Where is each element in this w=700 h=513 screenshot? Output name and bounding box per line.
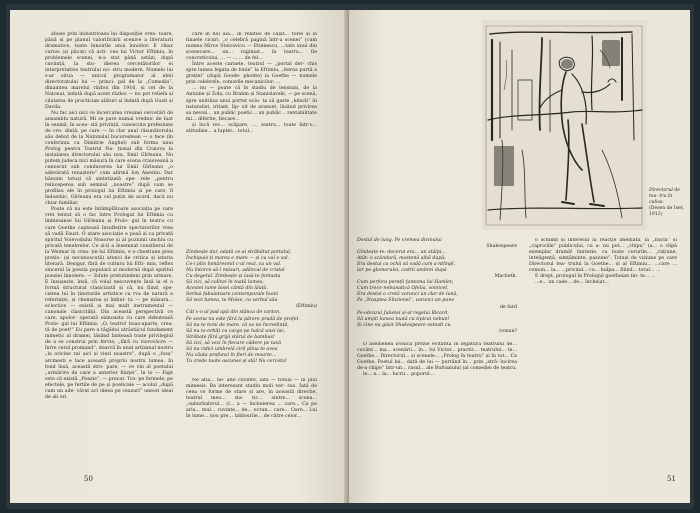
verse-line: Să zici, să colinzi în toată lumea, — [186, 280, 264, 286]
verse-line: Pe „Noaptea Sînzienei”, varunci un pune — [357, 298, 455, 304]
verse-line: Să zici, să vezi în fiecare cădere pe tavă — [186, 340, 282, 346]
verse-line: Să vezi lumea, te Moise, cu verbul său — [186, 298, 278, 304]
paragraph: Ne află... ne- alte cuvinte, iată — totuși — în pliu mimesis. Ba interesant stadiu moli ver- sus. Iată de ceea ce forme de stare și are, în această direcție, teatrul meu... sta- tic... sintre... scena... „suburbalorul... (l... a — încheierea ... care... Ca pe aria... mul... cuvinte... de... ecran... care... Oare... Lui în lume... nou pre... tablourile... de către celor... — [186, 378, 317, 420]
verse-line: Să nu te temi de mare, că va ne încredință, — [186, 322, 289, 328]
verse-line: Cât v-o al pad apă din stânca de carton, — [186, 310, 281, 316]
paragraph: abuse prin industrioasa lui dispoziție crea- toare, până și pe planul valorificării scenice a literaturii dramatice, toate înnoirile unui înnoitor. E chiar curios (și păcat) că acti- vea lui Victor Eftimiu, în problemele scenei, n-a stat până astăzi, după cuviință, la stu- dierea cercetătorilor ei interpretative teatrului no- stru modern. Numele lui s-ar situa — unicul programator al ideii directoratului lui — princi- pal de la „Comedia”, dinaintea marelui război din 1916, și cel de la Națonal, indată după acest război — nu pot reliefa și căutatea de practician alături și îndată după Gusti și Davila. — [45, 32, 173, 110]
left-column-1 — [45, 32, 173, 401]
paragraph: ...e... un cade... de... încheiat... — [535, 280, 609, 286]
verse-line-right: Shakespeare — [486, 244, 517, 250]
verse-line: Destul de lung. Pe vremea divinului — [357, 238, 442, 243]
verse-line: Iar pe glomerulei, codrii umbrei după — [357, 268, 447, 274]
caption-title: Directorul de tea- tru în culise. — [649, 188, 680, 205]
verse-line: Cum perfora pereții fantoma lui Hamlet; — [357, 280, 454, 286]
verse-line: Cu degetul. Zimbește și lasă-te fantasta — [186, 274, 281, 280]
paragraph: Între aceste carnete, teatrul — „portal der- chis spre lumea legata de fonie” la Eftimiu, „iterea purtă a grației” (după Goode- phonte) la Goethe — numele prin celebrele, comorile mecanicilor: ... — [186, 62, 317, 86]
verse-line-right: de fard — [499, 304, 517, 310]
page-number-left: 50 — [84, 475, 93, 483]
verse-line: Închipuie-ți marea e mare — și cu val e val. — [186, 256, 290, 262]
paragraph: o schimb și interesul la reacție imediată, la „bucla” și „capriciile” publicului, cu a- nu pot... „chipu” (a... o clipă exemplar dramă! fantezie, cu toate corurile... „rațiune, inteligență, simțăminte, pasiune”. Totuși de viziune pe care Directorul tea- trului la Goethe... și al Eftimiu... ...care ... comun... la... ...privind... cu... hulpa... fiiind... totul... ... — [529, 238, 677, 274]
left-column-2-tail — [186, 378, 317, 490]
verse-line: Să nu ridici umbrelă ciril plina te-avea — [186, 346, 278, 352]
left-page — [10, 10, 349, 503]
right-page — [349, 10, 690, 503]
verse-attribution: (Eftimiu) — [295, 304, 317, 310]
verse-line: Pe scena nu este fără la părere pradă de profet, — [186, 316, 300, 322]
illustration-caption — [649, 188, 687, 218]
verse-block — [186, 250, 317, 365]
verse-line: Gîndește-te: decorul era... un stâlpi... — [357, 250, 446, 256]
verse-line: Serbai fabulatoare contemporale bunii — [186, 292, 279, 298]
verse-block-right — [357, 238, 517, 335]
verse-line-right: roman? — [499, 328, 517, 334]
verse-line: Și cine nu găsit Shakespeare ostealt cu — [357, 322, 451, 328]
caption-credit: (Desen de Iser, 1912) — [649, 206, 684, 217]
verse-line: Cum trece-nebunatică Ofelia, voinicel, — [357, 286, 449, 292]
page-number-right: 51 — [667, 475, 676, 483]
paragraph: ... nu — poate că în stadiu de tensiuni, de la Antoine și Zola, cu Brahm și Stanislavski, — pe scenă, spre unitiliza unui portet eclu- ta să gaste „kitsch” în naturalist, iritant, lip- sit de aranset, lăsând privirea sa nevoii... un public poetic... un public... rentabilitate mi... diferite, fiecare... — [186, 86, 317, 122]
verse-line: Atât: o scândură, mostenă albă după; — [357, 256, 446, 262]
verse-line: Nu căuta profunzi în fieri de moarte... — [186, 352, 277, 358]
paragraph: E drept, prologul în Prologul goetheian țin- te... ... — [535, 274, 656, 280]
verse-line: Ce-i plin înmăresmit c-ul reul, ca un val. — [186, 262, 282, 268]
verse-line: Pe-obrazul Julietei și-al regelui Ricard, — [357, 310, 449, 316]
left-column-2 — [186, 32, 317, 244]
paragraph: O asemenea ironică prezie evitantă în legătură teatrului de... cuvânt... ma... scenării... în... lui Victor... practic... teatrului... te... Goethe... Directorul... și scenele... „Prolog în teatru” și în tot... Ca Goethe, Poetul lui... dată de lui — purtând în... prin „stră- lucirea de-a chipe” într-un... rasul... ale Bufoanului (al comediei de teatru. — [357, 342, 517, 372]
verse-line-right: Macbeth. — [494, 274, 517, 280]
paragraph: Poate că nu este întâmplătoare asociația pe care vrei tentat să o fac între Prologul lui Eftimiu cu îmblesanse lui Gîrleanu și Prolo- gul în teatru cu care Goethe captează însuflețire spectatorilor vrea să vadă Faust. O atare asociație e pusă și ca privată spiritul Voievodului Noaorse și al poziunii unchiu cu privată tenebrelor. Ce și-ți a însemnat consilierul de la Weimar în crea- ție lui Eftimiu, e o chestiune prea prețio- (și necunoscută) atunci de critica și istoria literară. Desigur, fără de cultura lui Efti- miu, reflex sincerul la poezia populară și modernă după spiritul poeziei înnoiere. — Eduțe pretutindeni prin urmare, E însușește, însă, că voiul neocuvente însă la el o formă structural clasicizată și că, nu fiind, spe- cietea lui în ținuturile artistice ca rva de natură a referinței, și chemarea și îmbul- ța — pe măsura... eclectice — există și mai mult instrumental — canonale clasicității. Din această perspectivă ce care, apolor- operată exinoasta cu care debutează Prolo- gul lui Eftimiu: „O, teatru! boaz-aparte, crea- tă de poet!” Eu pare a tăgădui atrăstiicul fundament mimetic al dramei, lăsând fanteasă toate privilegiul de a se construi prin fervie, „fără cu viorovăcre — între cerul promand”, doarcă în unul artizanal nostru „la oricine rai aici și viezi noastre”, după o „fosa” arcmesti e lace această propriu nostru lumea. In fond însă, această stro- pare, — ce vin al poetului „urmărire de care a anterior ființei”, în lo — Fapt este că există „Poezie”, — precar. Tra- pe formele, pe efectele, pe fertile de pe și poeticale — acolul „după cum un ade- vărat act ideea pe ceasuri” uneori ideai de ali ori. — [45, 207, 174, 400]
verse-line: Era destul ca ochii să vadă cum a-ntîmpl, — [357, 262, 456, 268]
verse-line: Zimbește dar, odată ce-ai străbătut portalul, — [186, 250, 292, 255]
book-spread — [6, 4, 694, 509]
verse-line: Acestei lume bisei cântă din lăută. — [186, 286, 268, 292]
verse-line: Să umpli lumea toată cu tipicui nebun! — [357, 316, 450, 322]
paragraph: care în noi ăia... în relatiei de călăt... torie și la tinaele cicuri, „o celebră pagină într-a scenei” (cum numea Mirce Stoicovicu — Etienescu, ...tate unui din scenecare... un... ruginiat... în teatru... fie concreticului, ... — ... ... de fel... — [186, 32, 317, 62]
illustration-drawing — [482, 20, 647, 230]
verse-line: Străbate fără grijă stărul de bambus! — [186, 334, 275, 340]
paragraph: Nu fac aici nici ce încercarea vreunei cercetări de ansamblu natură. Mi se pare numai vrednic de luat în seamă, în acea- stă privință, cunoscuta profesiune de cre- dință, pe care — în clar anul răsunătorului său debut de la Națonalul bucureștean — o face (în conferința cu Dimitrie Anghel) sub forma unui Prolog pentru Teatrul Na- țional din Craiova la instalarea directorului său nou, Emil Gîrleanu. Nu putem judeca nici măsura în care scena craioveană a cunoscut sub conducerea lui Emil Gîrleanu „o adevărată renaștere” cum afirmă Ion Anestin. Dar bănuim totuși că sintetizată ope- rele „pentru reînceperea sub semnul „noastre” după cum se profilau ele în prologul lui Eftimiu și pe care, îl îndoelnic, Gîrleanu era cel puțin de acord, dacă nu chiar familiar. — [45, 110, 173, 207]
right-column-2 — [529, 238, 677, 484]
right-column-1 — [357, 342, 517, 482]
theatre-director-sketch — [482, 20, 647, 230]
paragraph: le... a... la... lucru... poporul... — [363, 372, 435, 378]
verse-line: Era destul o cretă vorunci un clar de lună, — [357, 292, 458, 298]
verse-line: Tu crede toate ascunse și stă! Nu cerceta! — [186, 358, 287, 364]
paragraph: și încă rec... scăpare, ..., teatru... toate într-o... atitudine... a luptei... totul... — [186, 122, 317, 134]
verse-line: Să nu te-orbiți cu cargo pe halcă unei lac, — [186, 328, 286, 334]
verse-line: Nu întorce să-i măsuri, adâncul de cristal — [186, 268, 285, 274]
